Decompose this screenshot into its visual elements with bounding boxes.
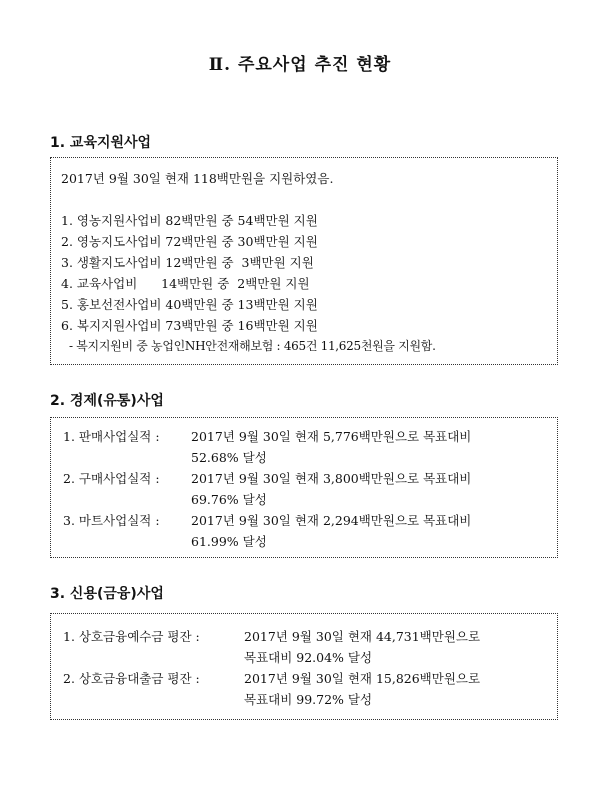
item-label: 2. 상호금융대출금 평잔 :: [63, 671, 200, 686]
item-text: 2017년 9월 30일 현재 2,294백만원으로 목표대비: [191, 513, 472, 528]
list-item: 1. 영농지원사업비 82백만원 중 54백만원 지원: [61, 213, 318, 228]
item-label: 1. 판매사업실적 :: [63, 429, 160, 444]
item-text: 2017년 9월 30일 현재 3,800백만원으로 목표대비: [191, 471, 472, 486]
page-title: Ⅱ. 주요사업 추진 현황: [208, 55, 392, 75]
list-item: 5. 홍보선전사업비 40백만원 중 13백만원 지원: [61, 297, 318, 312]
list-item: 4. 교육사업비 14백만원 중 2백만원 지원: [61, 276, 310, 291]
list-item: 3. 생활지도사업비 12백만원 중 3백만원 지원: [61, 255, 314, 270]
section-heading-education: 1. 교육지원사업: [50, 135, 152, 151]
economy-box: [50, 417, 558, 558]
list-item: 2. 영농지도사업비 72백만원 중 30백만원 지원: [61, 234, 318, 249]
item-label: 2. 구매사업실적 :: [63, 471, 160, 486]
item-text: 2017년 9월 30일 현재 44,731백만원으로: [244, 629, 481, 644]
section-heading-credit: 3. 신용(금융)사업: [50, 586, 164, 602]
credit-box: [50, 613, 558, 720]
section-heading-economy: 2. 경제(유통)사업: [50, 393, 164, 409]
item-text: 69.76% 달성: [191, 492, 267, 507]
item-text: 2017년 9월 30일 현재 15,826백만원으로: [244, 671, 481, 686]
item-label: 3. 마트사업실적 :: [63, 513, 160, 528]
note-text: - 복지지원비 중 농업인NH안전재해보험 : 465건 11,625천원을 지원함.: [69, 339, 436, 353]
list-item: 6. 복지지원사업비 73백만원 중 16백만원 지원: [61, 318, 318, 333]
intro-text: 2017년 9월 30일 현재 118백만원을 지원하였음.: [61, 171, 334, 186]
item-text: 52.68% 달성: [191, 450, 267, 465]
item-text: 목표대비 92.04% 달성: [244, 650, 373, 665]
education-support-box: [50, 157, 558, 365]
item-text: 2017년 9월 30일 현재 5,776백만원으로 목표대비: [191, 429, 472, 444]
item-text: 61.99% 달성: [191, 534, 267, 549]
item-label: 1. 상호금융예수금 평잔 :: [63, 629, 200, 644]
item-text: 목표대비 99.72% 달성: [244, 692, 373, 707]
